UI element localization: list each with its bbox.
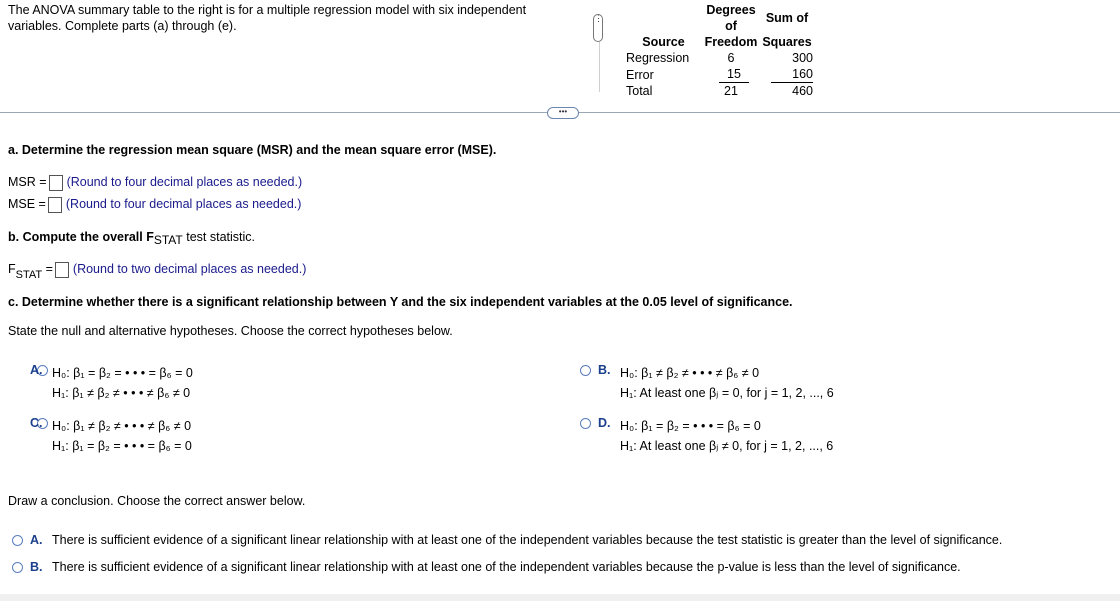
bottom-bar — [0, 594, 1120, 601]
fstat-input[interactable] — [55, 262, 69, 278]
row-source: Total — [626, 84, 653, 98]
option-b-h1: H₁: At least one βⱼ = 0, for j = 1, 2, ..., 6 — [620, 386, 834, 400]
ss-header-line2: Squares — [762, 35, 812, 49]
option-c-letter: C. — [30, 416, 43, 430]
row-ss: 300 — [792, 51, 813, 65]
option-d-h1: H₁: At least one βⱼ ≠ 0, for j = 1, 2, ..., 6 — [620, 439, 834, 453]
anova-table — [626, 2, 813, 99]
source-header: Source — [642, 35, 685, 49]
df-header-line1: Degrees of — [706, 3, 756, 33]
option-b-h0: H₀: β₁ ≠ β₂ ≠ • • • ≠ β₆ ≠ 0 — [620, 366, 760, 380]
row-source: Regression — [626, 51, 690, 65]
mse-input[interactable] — [48, 197, 62, 213]
conclusion-a-letter: A. — [30, 533, 43, 547]
ss-header-line1: Sum of — [765, 11, 809, 25]
row-df: 6 — [727, 51, 735, 65]
fstat-row — [8, 260, 306, 284]
msr-row — [8, 173, 302, 191]
horizontal-splitter-handle[interactable]: ••• — [547, 107, 579, 119]
part-a-question: a. Determine the regression mean square (MSR) and the mean square error (MSE). — [8, 143, 497, 157]
conclusion-b-text[interactable]: There is sufficient evidence of a significant linear relationship with at least one of the independent variables because the p-value is less than the level of significance. — [52, 560, 961, 574]
option-c-h0: H₀: β₁ ≠ β₂ ≠ • • • ≠ β₆ ≠ 0 — [52, 419, 192, 433]
conclusion-instruction: Draw a conclusion. Choose the correct answer below. — [8, 494, 306, 508]
table-row — [626, 66, 813, 83]
option-d-h0: H₀: β₁ = β₂ = • • • = β₆ = 0 — [620, 419, 761, 433]
option-b-letter: B. — [598, 363, 611, 377]
vertical-splitter-handle[interactable]: ⋮ — [593, 14, 603, 42]
part-b-question — [8, 230, 255, 247]
conclusion-a-text[interactable]: There is sufficient evidence of a significant linear relationship with at least one of the independent variables because the test statistic is greater than the level of significance. — [52, 533, 1003, 547]
row-source: Error — [626, 67, 654, 82]
fstat-label-eq: = — [42, 262, 53, 276]
option-a-h1: H₁: β₁ ≠ β₂ ≠ • • • ≠ β₆ ≠ 0 — [52, 386, 191, 400]
mse-row — [8, 195, 301, 213]
fstat-hint: (Round to two decimal places as needed.) — [72, 262, 307, 276]
option-a-h0: H₀: β₁ = β₂ = • • • = β₆ = 0 — [52, 366, 193, 380]
option-d-letter: D. — [598, 416, 611, 430]
row-df: 21 — [724, 84, 738, 98]
option-b-content[interactable] — [620, 363, 834, 403]
intro-text: The ANOVA summary table to the right is for a multiple regression model with six independent variables. Complete parts (a) through (e). — [8, 3, 527, 33]
row-ss: 160 — [771, 66, 813, 83]
part-b-question-sub: STAT — [153, 233, 183, 247]
option-c-content[interactable] — [52, 416, 192, 456]
option-a-letter: A. — [30, 363, 43, 377]
option-d-content[interactable] — [620, 416, 833, 456]
fstat-label: F — [8, 262, 16, 276]
row-ss: 460 — [792, 84, 813, 98]
part-b-question-text: b. Compute the overall F — [8, 230, 154, 244]
option-b-radio[interactable] — [580, 365, 591, 376]
mse-label: MSE = — [8, 197, 46, 211]
df-header-line2: Freedom — [704, 35, 758, 49]
vertical-divider — [599, 42, 600, 92]
conclusion-b-letter: B. — [30, 560, 43, 574]
hypotheses-instruction: State the null and alternative hypotheses. Choose the correct hypotheses below. — [8, 324, 453, 338]
option-a-content[interactable] — [52, 363, 193, 403]
table-row — [626, 50, 813, 66]
part-b-question-suffix: test statistic. — [182, 230, 255, 244]
part-c-question: c. Determine whether there is a significant relationship between Y and the six independent variables at the 0.05 level of significance. — [8, 295, 793, 309]
row-df: 15 — [719, 66, 749, 83]
option-c-h1: H₁: β₁ = β₂ = • • • = β₆ = 0 — [52, 439, 192, 453]
conclusion-b-radio[interactable] — [12, 562, 23, 573]
table-row — [626, 83, 813, 99]
fstat-label-sub: STAT — [15, 269, 43, 281]
mse-hint: (Round to four decimal places as needed.) — [65, 197, 302, 211]
msr-label: MSR = — [8, 175, 47, 189]
msr-hint: (Round to four decimal places as needed.) — [66, 175, 303, 189]
conclusion-a-radio[interactable] — [12, 535, 23, 546]
msr-input[interactable] — [49, 175, 63, 191]
option-d-radio[interactable] — [580, 418, 591, 429]
